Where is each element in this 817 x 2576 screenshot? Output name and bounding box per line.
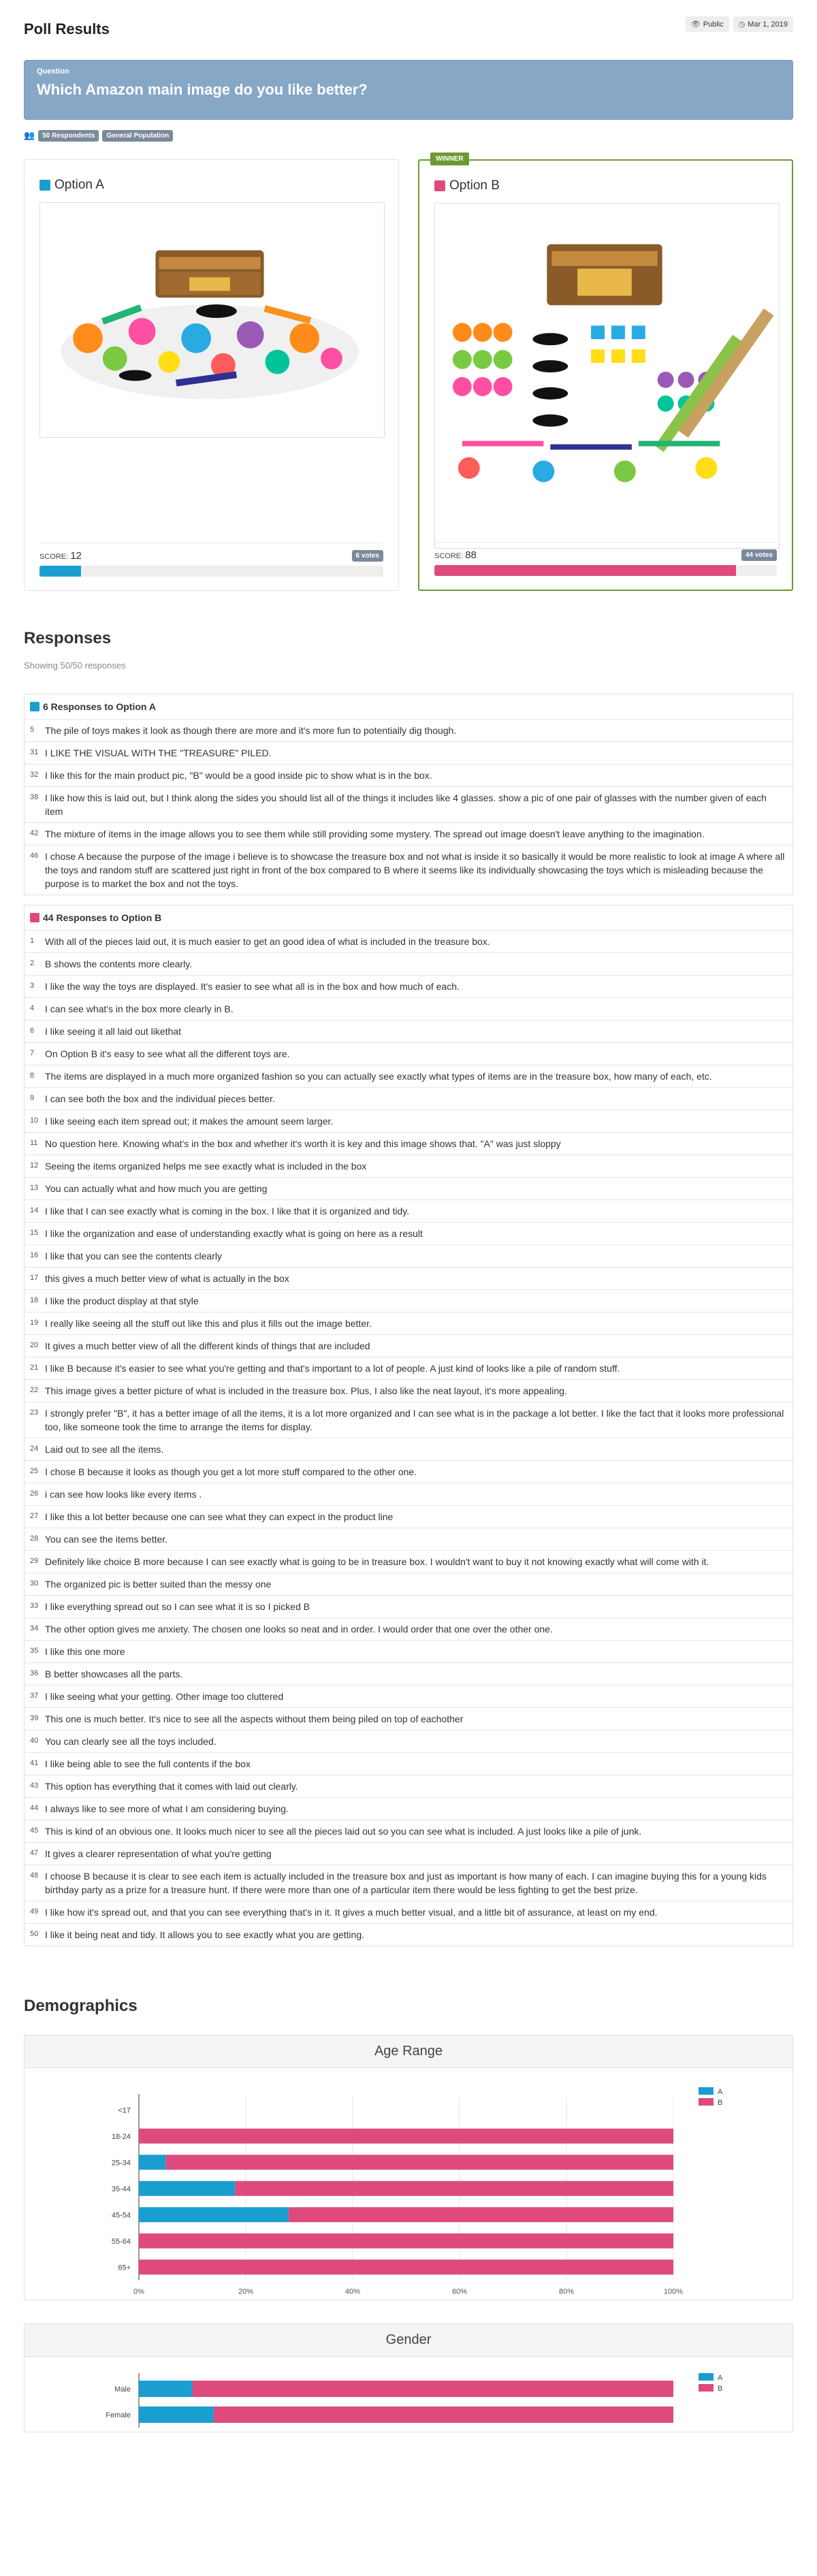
response-number: 11: [30, 1139, 38, 1147]
bar-b: [139, 2129, 673, 2144]
bar-a: [139, 2406, 214, 2423]
question-panel: [24, 60, 793, 120]
responses-option-b-header: [25, 905, 792, 930]
response-text: The other option gives me anxiety. The chosen one looks so neat and in order. I would order that one over the other one.: [45, 1624, 553, 1635]
response-number: 44: [30, 1804, 39, 1812]
response-number: 16: [30, 1251, 39, 1259]
option-a-swatch: [39, 180, 50, 191]
option-a-image[interactable]: [39, 202, 385, 438]
response-number: 31: [30, 748, 39, 756]
response-number: 39: [30, 1714, 39, 1722]
y-tick-label: <17: [118, 2106, 131, 2115]
legend-swatch: [699, 2384, 714, 2392]
response-number: 21: [30, 1364, 39, 1372]
response-number: 25: [30, 1467, 39, 1475]
response-text: This image gives a better picture of what is included in the treasure box. Plus, I also like the neat layout, it's more appealing.: [45, 1385, 567, 1396]
option-a-score-bar: [39, 566, 383, 577]
response-number: 38: [30, 793, 39, 801]
y-tick-label: 18-24: [111, 2132, 131, 2141]
visibility-badge: [686, 16, 729, 32]
option-a-score: SCORE: 12: [39, 550, 82, 562]
response-item: [25, 1865, 792, 1901]
age-range-chart-svg: [25, 2068, 792, 2300]
option-b-swatch: [30, 913, 39, 922]
bar-b: [165, 2155, 673, 2170]
bar-b: [193, 2381, 674, 2397]
response-item: [25, 1200, 792, 1222]
response-number: 34: [30, 1624, 39, 1632]
bar-b: [289, 2207, 673, 2222]
response-text: I like seeing it all laid out likethat: [45, 1026, 181, 1037]
responses-option-a-header: [25, 694, 792, 719]
response-number: 28: [30, 1534, 39, 1543]
question-text: Which Amazon main image do you like better?: [37, 81, 368, 98]
response-number: 46: [30, 852, 39, 860]
response-item: [25, 1923, 792, 1946]
response-text: I like how it's spread out, and that you can see everything that's in it. It gives a much better visual, and a little bit of assurance, at least on my end.: [45, 1907, 658, 1918]
response-number: 22: [30, 1386, 39, 1394]
response-text: I chose B because it looks as though you get a lot more stuff compared to the other one.: [45, 1466, 417, 1477]
response-number: 30: [30, 1579, 39, 1588]
bar-b: [235, 2181, 673, 2196]
response-item: [25, 952, 792, 975]
response-text: I like it being neat and tidy. It allows you to see exactly what you are getting.: [45, 1929, 365, 1940]
option-b-score: SCORE: 88: [434, 549, 477, 561]
response-item: [25, 1640, 792, 1662]
respondents-row: [24, 129, 793, 142]
response-text: I choose B because it is clear to see each item is actually included in the treasure box and just as important is how many of each. I can imagine buying this for a young kids birthday party as a prize for a treasure hunt. If there were more than one of a particular item there would be less fighting to get the best prize.: [45, 1871, 767, 1895]
response-text: I can see what's in the box more clearly in B.: [45, 1003, 234, 1014]
response-number: 9: [30, 1094, 35, 1102]
response-item: [25, 1528, 792, 1550]
gender-chart-title: Gender: [25, 2324, 792, 2357]
age-range-chart-title: Age Range: [25, 2035, 792, 2068]
response-text: I like this for the main product pic, "B" would be a good inside pic to show what is in the box.: [45, 770, 432, 781]
respondents-count-badge: 50 Respondents: [38, 130, 99, 142]
responses-option-a-list: [25, 719, 792, 895]
response-item: [25, 1573, 792, 1595]
response-text: Laid out to see all the items.: [45, 1444, 164, 1455]
response-item: [25, 1438, 792, 1460]
legend-label: B: [718, 2099, 723, 2107]
y-tick-label: 35-44: [111, 2185, 131, 2193]
response-number: 36: [30, 1669, 39, 1677]
response-text: I like the product display at that style: [45, 1295, 199, 1306]
option-a-score-fill: [39, 566, 81, 577]
y-tick-label: Male: [114, 2385, 131, 2394]
response-number: 1: [30, 937, 35, 945]
winner-badge: WINNER: [430, 152, 469, 165]
responses-option-a: [24, 694, 793, 895]
response-text: This option has everything that it comes with laid out clearly.: [45, 1781, 298, 1792]
response-number: 43: [30, 1782, 39, 1790]
response-number: 3: [30, 982, 35, 990]
option-a-label: Option A: [54, 178, 104, 192]
response-number: 37: [30, 1692, 39, 1700]
x-tick-label: 80%: [558, 2287, 575, 2296]
response-item: [25, 1042, 792, 1065]
option-a-illustration: [40, 203, 384, 437]
response-number: 49: [30, 1907, 39, 1916]
response-text: It gives a much better view of all the different kinds of things that are included: [45, 1340, 370, 1351]
response-text: You can actually what and how much you are getting: [45, 1183, 268, 1194]
response-item: [25, 1505, 792, 1528]
response-text: I like seeing what your getting. Other image too cluttered: [45, 1691, 284, 1702]
response-number: 19: [30, 1319, 39, 1327]
response-item: [25, 1132, 792, 1155]
option-b-score-area: [434, 542, 777, 576]
response-text: I like how this is laid out, but I think along the sides you should list all of the things it includes like 4 glasses. show a pic of one pair of glasses with the number given of each item: [45, 792, 767, 817]
response-number: 7: [30, 1049, 35, 1057]
response-item: [25, 1334, 792, 1357]
responses-title: Responses: [24, 629, 112, 647]
option-b-card: [418, 155, 793, 591]
legend-label: A: [718, 2088, 723, 2096]
response-text: I like this one more: [45, 1646, 125, 1657]
page-title: Poll Results: [24, 20, 110, 37]
bar-a: [139, 2207, 289, 2222]
response-text: I like seeing each item spread out; it makes the amount seem larger.: [45, 1116, 334, 1127]
response-item: [25, 1820, 792, 1842]
response-item: [25, 1752, 792, 1775]
response-item: [25, 1110, 792, 1132]
response-number: 10: [30, 1116, 39, 1125]
response-text: B shows the contents more clearly.: [45, 959, 193, 969]
response-text: I chose A because the purpose of the image i believe is to showcase the treasure box and not what is inside it so basically it would be more realistic to look at image A where all the toys and random stuff are scattered just right in front of the box compared to B where it seems like its individually showcasing the toys which is misleading because the purpose is to market the box and not the toys.: [45, 851, 785, 889]
option-b-illustration: [435, 204, 779, 548]
response-number: 45: [30, 1826, 39, 1835]
option-b-label: Option B: [449, 178, 500, 193]
response-number: 41: [30, 1759, 39, 1767]
option-a-votes-badge: 6 votes: [352, 550, 383, 562]
poll-meta: [686, 16, 793, 32]
response-number: 32: [30, 771, 39, 779]
response-number: 33: [30, 1602, 39, 1610]
response-number: 8: [30, 1072, 35, 1080]
response-number: 18: [30, 1296, 39, 1304]
bar-a: [139, 2155, 165, 2170]
option-b-title: [434, 177, 777, 195]
response-text: The items are displayed in a much more organized fashion so you can actually see exactly what types of items are in the treasure box, how many of each, etc.: [45, 1071, 712, 1082]
response-item: [25, 1155, 792, 1177]
response-number: 17: [30, 1274, 39, 1282]
response-text: I like being able to see the full contents if the box: [45, 1758, 251, 1769]
legend-label: B: [718, 2385, 723, 2393]
y-tick-label: 45-54: [111, 2211, 131, 2220]
population-badge: General Population: [102, 130, 173, 142]
response-number: 14: [30, 1206, 39, 1214]
response-number: 5: [30, 726, 35, 734]
bar-a: [139, 2381, 193, 2397]
response-number: 20: [30, 1341, 39, 1349]
bar-b: [139, 2234, 673, 2249]
bar-a: [139, 2181, 235, 2196]
response-item: [25, 1842, 792, 1865]
response-item: [25, 1244, 792, 1267]
responses-count: Showing 50/50 responses: [24, 660, 126, 671]
response-number: 47: [30, 1849, 39, 1857]
y-tick-label: 25-34: [111, 2159, 131, 2168]
response-item: [25, 1707, 792, 1730]
response-text: With all of the pieces laid out, it is much easier to get an good idea of what is included in the treasure box.: [45, 936, 490, 947]
response-text: The organized pic is better suited than the messy one: [45, 1579, 272, 1590]
option-a-swatch: [30, 702, 39, 711]
response-item: [25, 1289, 792, 1312]
response-item: [25, 1087, 792, 1110]
option-b-image[interactable]: [434, 203, 780, 549]
response-text: I like that I can see exactly what is coming in the box. I like that it is organized and tidy.: [45, 1206, 410, 1217]
y-tick-label: 65+: [118, 2264, 131, 2272]
response-number: 35: [30, 1647, 39, 1655]
response-item: [25, 1379, 792, 1402]
response-number: 42: [30, 829, 39, 837]
clock-icon: ◷: [738, 20, 746, 29]
response-text: I like the organization and ease of understanding exactly what is going on here as a result: [45, 1228, 423, 1239]
date-label: Mar 1, 2019: [748, 20, 788, 29]
responses-option-b-title: 44 Responses to Option B: [43, 912, 162, 923]
responses-option-a-title: 6 Responses to Option A: [43, 701, 156, 712]
gender-chart-svg: [25, 2357, 792, 2432]
demographics-title: Demographics: [24, 1997, 138, 2015]
response-item: [25, 1460, 792, 1483]
response-item: [25, 1595, 792, 1617]
visibility-label: Public: [703, 20, 724, 29]
legend-swatch: [699, 2098, 714, 2106]
response-item: [25, 741, 792, 764]
y-tick-label: Female: [106, 2411, 131, 2419]
response-number: 50: [30, 1930, 39, 1938]
response-item: [25, 975, 792, 997]
y-tick-label: 55-64: [111, 2237, 131, 2246]
legend-swatch: [699, 2087, 714, 2095]
response-item: [25, 822, 792, 845]
response-text: I like B because it's easier to see what you're getting and that's important to a lot of people. A just kind of looks like a pile of random stuff.: [45, 1363, 620, 1374]
response-text: I like the way the toys are displayed. It's easier to see what all is in the box and how much of each.: [45, 981, 460, 992]
bar-b: [139, 2259, 673, 2274]
response-item: [25, 997, 792, 1020]
responses-option-b-list: [25, 930, 792, 1946]
response-number: 15: [30, 1229, 39, 1237]
response-number: 26: [30, 1490, 39, 1498]
response-text: The mixture of items in the image allows you to see them while still providing some mystery. The spread out image doesn't leave anything to the imagination.: [45, 828, 705, 839]
users-icon: 👥: [24, 130, 35, 140]
response-item: [25, 1901, 792, 1923]
question-label: Question: [37, 67, 69, 76]
response-number: 40: [30, 1737, 39, 1745]
response-text: I can see both the box and the individual pieces better.: [45, 1093, 275, 1104]
response-text: I like this a lot better because one can see what they can expect in the product line: [45, 1511, 394, 1522]
response-item: [25, 1775, 792, 1797]
response-item: [25, 1402, 792, 1438]
response-item: [25, 719, 792, 741]
response-item: [25, 786, 792, 822]
response-item: [25, 1685, 792, 1707]
response-text: No question here. Knowing what's in the box and whether it's worth it is key and this image shows that. "A" was just sloppy: [45, 1138, 561, 1149]
response-text: I really like seeing all the stuff out like this and plus it fills out the image better.: [45, 1318, 372, 1329]
options-row: [24, 155, 793, 591]
response-text: I always like to see more of what I am considering buying.: [45, 1803, 289, 1814]
page-header: [24, 0, 793, 60]
response-number: 12: [30, 1161, 39, 1170]
response-text: I like everything spread out so I can see what it is so I picked B: [45, 1601, 310, 1612]
response-item: [25, 1797, 792, 1820]
legend-swatch: [699, 2373, 714, 2381]
response-text: This one is much better. It's nice to see all the aspects without them being piled on top of eachother: [45, 1713, 464, 1724]
response-item: [25, 930, 792, 952]
response-text: On Option B it's easy to see what all the different toys are.: [45, 1048, 290, 1059]
date-badge: [733, 16, 793, 32]
response-number: 2: [30, 959, 35, 967]
response-item: [25, 1267, 792, 1289]
response-item: [25, 1662, 792, 1685]
response-number: 24: [30, 1445, 39, 1453]
response-text: Seeing the items organized helps me see exactly what is included in the box: [45, 1161, 367, 1172]
legend-label: A: [718, 2374, 723, 2382]
response-number: 29: [30, 1557, 39, 1565]
response-text: I LIKE THE VISUAL WITH THE "TREASURE" PILED.: [45, 747, 272, 758]
response-text: this gives a much better view of what is actually in the box: [45, 1273, 289, 1284]
response-text: B better showcases all the parts.: [45, 1669, 183, 1679]
response-item: [25, 1312, 792, 1334]
response-text: You can clearly see all the toys included.: [45, 1736, 217, 1747]
response-item: [25, 1177, 792, 1200]
page: [24, 0, 793, 2456]
response-number: 4: [30, 1004, 35, 1012]
response-item: [25, 1483, 792, 1505]
response-item: [25, 1550, 792, 1573]
responses-option-b: [24, 905, 793, 1946]
response-item: [25, 1065, 792, 1087]
response-item: [25, 1020, 792, 1042]
response-text: It gives a clearer representation of what you're getting: [45, 1848, 272, 1859]
x-tick-label: 20%: [238, 2287, 254, 2296]
gender-chart: [24, 2323, 793, 2432]
response-item: [25, 1222, 792, 1244]
response-item: [25, 764, 792, 786]
option-a-title: [39, 176, 383, 194]
x-tick-label: 100%: [663, 2287, 684, 2296]
response-text: The pile of toys makes it look as though there are more and it's more fun to potentially dig though.: [45, 725, 457, 736]
response-item: [25, 1730, 792, 1752]
x-tick-label: 60%: [451, 2287, 468, 2296]
response-number: 6: [30, 1027, 35, 1035]
option-b-swatch: [434, 180, 445, 191]
response-item: [25, 1617, 792, 1640]
response-text: You can see the items better.: [45, 1534, 168, 1545]
response-number: 27: [30, 1512, 39, 1520]
response-number: 23: [30, 1408, 39, 1417]
eye-icon: 👁: [690, 20, 701, 29]
bar-b: [214, 2406, 673, 2423]
option-b-score-bar: [434, 565, 777, 576]
x-tick-label: 40%: [345, 2287, 361, 2296]
response-text: i can see how looks like every items .: [45, 1489, 202, 1500]
response-text: Definitely like choice B more because I can see exactly what is going to be in treasure box. I wouldn't want to buy it not knowing exactly what will come with it.: [45, 1556, 709, 1567]
x-tick-label: 0%: [133, 2287, 144, 2296]
option-b-score-fill: [434, 565, 736, 576]
response-item: [25, 1357, 792, 1379]
response-text: I like that you can see the contents clearly: [45, 1251, 222, 1261]
response-text: This is kind of an obvious one. It looks much nicer to see all the pieces laid out so you can see what is included. A just looks like a pile of junk.: [45, 1826, 642, 1837]
age-range-chart: [24, 2035, 793, 2300]
response-item: [25, 845, 792, 895]
option-b-votes-badge: 44 votes: [741, 549, 777, 561]
option-a-score-area: [39, 543, 383, 577]
response-number: 13: [30, 1184, 39, 1192]
response-text: I strongly prefer "B", it has a better image of all the items, it is a lot more organized and I can see what is in the package a lot better. I like the fact that it looks more professional too, like someone took the time to arrange the items for display.: [45, 1408, 784, 1432]
response-number: 48: [30, 1871, 39, 1880]
option-a-card: [24, 159, 399, 591]
